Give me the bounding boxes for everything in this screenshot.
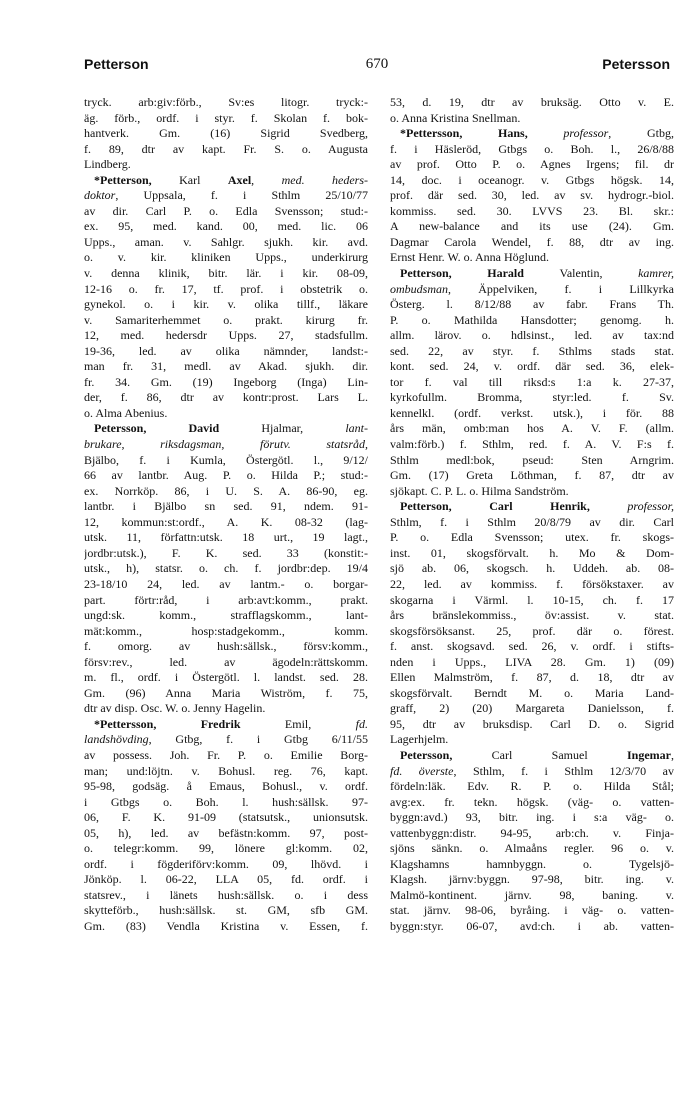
text-segment: mät:komm., hosp:stadgekomm., komm. (84, 623, 368, 638)
text-segment: kennelkl. (ordf. verkst. utsk.), i för. 88 (390, 405, 674, 420)
text-line (84, 266, 368, 282)
text-segment: Petersson, David (94, 421, 262, 436)
text-segment: der, f. 86, dtr av kontr:prost. Lars L. (84, 390, 368, 405)
text-line (84, 406, 368, 422)
text-segment: sjö ab. 06, skogsch. h. Uddeh. ab. 08- (390, 561, 674, 576)
text-segment: Axel (227, 172, 252, 187)
text-segment: 22, led. av kommiss. f. försökstaxer. av (390, 576, 674, 591)
text-segment: Jönköp. l. 06-22, LLA 05, fd. ordf. i (84, 872, 368, 887)
text-line (390, 561, 674, 577)
text-line (84, 810, 368, 826)
text-segment: vattenbyggn:distr. 94-95, arb:ch. v. Finja- (390, 825, 674, 840)
text-segment: hantverk. Gm. (16) Sigrid Svedberg, (84, 126, 368, 141)
text-line (84, 250, 368, 266)
text-line (390, 810, 674, 826)
text-line (390, 111, 674, 127)
text-line (84, 577, 368, 593)
text-line (390, 344, 674, 360)
text-segment: byggn:styr. 06-07, avd:ch. i ab. vatten- (390, 918, 674, 933)
text-segment: , Sthlm, f. i Sthlm 12/3/70 av (453, 763, 674, 778)
text-segment: doktor (84, 188, 116, 203)
text-segment: Petersson, (400, 747, 492, 762)
text-segment: Malmö-kontinent. järnv. 98, baning. v. (390, 887, 674, 902)
text-line (390, 872, 674, 888)
text-line (84, 748, 368, 764)
text-segment: lant- (345, 421, 368, 436)
text-line (390, 624, 674, 640)
text-line (390, 903, 674, 919)
text-segment: f. 89, dtr av kapt. Fr. S. o. Augusta (84, 141, 368, 156)
text-line (84, 375, 368, 391)
text-segment: tryck. arb:giv:förb., Sv:es litogr. tryck:- (84, 95, 368, 109)
text-line (84, 530, 368, 546)
text-line (390, 406, 674, 422)
text-segment: Ellen Malmström, f. 87, d. 18, dtr av (390, 670, 674, 685)
text-line (390, 546, 674, 562)
text-line (84, 344, 368, 360)
text-line (390, 717, 674, 733)
text-segment: Carl Samuel (491, 747, 628, 762)
text-line (84, 204, 368, 220)
text-segment: Valentin, (559, 266, 639, 281)
text-line (390, 235, 674, 251)
text-segment: v. Samariterhemmet o. prakt. kirurg fr. (84, 312, 368, 327)
text-segment: gynekol. o. i kir. v. olika tillf., läkare (84, 297, 368, 312)
text-segment: 95, dtr av bruksdisp. Carl D. o. Sigrid (390, 716, 674, 731)
text-line (84, 313, 368, 329)
text-line (390, 499, 674, 515)
text-segment: landshövding (84, 732, 149, 747)
text-segment: professor (563, 126, 609, 141)
text-segment: Sthlm, f. i Sthlm 20/8/79 av dir. Carl (390, 514, 674, 529)
text-line (84, 484, 368, 500)
text-line (84, 655, 368, 671)
text-line (390, 359, 674, 375)
text-segment: *Petterson, (94, 172, 180, 187)
text-segment: part. förtr:råd, i arb:avt:komm., prakt. (84, 592, 368, 607)
text-line (390, 126, 674, 142)
text-segment: skogarna i Värml. l. 10-15, ch. f. 17 (390, 592, 674, 607)
text-line (84, 701, 368, 717)
text-segment: års bränslekommiss., öv:assist. v. stat. (390, 608, 674, 623)
text-line (390, 204, 674, 220)
text-segment: av dir. Carl P. o. Edla Svensson; stud:- (84, 203, 368, 218)
text-segment: äg. förb., ordf. i styr. f. Skolan f. bok- (84, 110, 368, 125)
text-segment: sjöns sänkn. o. Almaåns regler. 96 o. v. (390, 841, 674, 856)
text-segment: ex. Norrköp. 86, i U. S. A. 86-90, eg. (84, 483, 368, 498)
text-line (390, 795, 674, 811)
text-line (390, 313, 674, 329)
text-line (390, 779, 674, 795)
text-segment: Lindberg. (84, 157, 131, 172)
text-segment: Ingemar (627, 747, 672, 762)
text-segment: Upps., aman. v. Sahlgr. sjukh. kir. avd. (84, 234, 368, 249)
text-line (84, 359, 368, 375)
text-line (84, 546, 368, 562)
text-segment: ombudsman (390, 281, 449, 296)
text-segment: byggn:avd.) 93, bitr. ing. i s:a väg- o. (390, 810, 674, 825)
text-segment: 06, F. K. 91-09 (statsutsk., unionsutsk. (84, 810, 368, 825)
text-line (84, 421, 368, 437)
text-line (390, 608, 674, 624)
text-segment: utsk. 11, författn:utsk. 18 urt., 19 lagt., (84, 530, 368, 545)
text-segment: 14, doc. i oceanogr. v. Gtbgs högsk. 14, (390, 172, 674, 187)
text-line (390, 639, 674, 655)
text-segment: 95-98, godsäg. å Emaus, Bohusl., v. ordf. (84, 779, 368, 794)
text-segment: man; und:löjtn. v. Bohusl. reg. 76, kapt. (84, 763, 368, 778)
text-line (84, 732, 368, 748)
text-line (84, 126, 368, 142)
text-line (84, 468, 368, 484)
text-line (84, 903, 368, 919)
text-line (390, 250, 674, 266)
text-line (84, 142, 368, 158)
text-line (390, 764, 674, 780)
text-segment: kommiss. sed. 30. LVVS 23. Bl. skr.: (390, 203, 674, 218)
text-line (84, 219, 368, 235)
text-segment: ungd:sk. komm., strafflagskomm., lant- (84, 608, 368, 623)
text-segment: o. Alma Abenius. (84, 405, 168, 420)
text-line (84, 919, 368, 935)
text-line (84, 282, 368, 298)
text-line (84, 437, 368, 453)
text-line (84, 608, 368, 624)
text-line (84, 670, 368, 686)
text-line (84, 639, 368, 655)
text-segment: valm:förb.) f. Sthlm, red. f. A. V. F:s f. (390, 437, 674, 452)
text-segment: 12, kommun:st:ordf., A. K. 08-32 (lag- (84, 514, 368, 529)
text-segment: P. o. Mathilda Hansdotter; genomg. h. (390, 312, 674, 327)
text-line (84, 95, 368, 111)
text-line (390, 530, 674, 546)
text-line (390, 266, 674, 282)
text-segment: Hjalmar, (261, 421, 346, 436)
text-segment: brukare, riksdagsman, förutv. statsråd, (84, 437, 368, 452)
text-segment: *Pettersson, Fredrik (94, 716, 285, 731)
text-line (84, 188, 368, 204)
text-segment: skytteförb., hush:sällsk. st. GM, sfb GM. (84, 903, 368, 918)
text-segment: 05, h), led. av befästn:komm. 97, post- (84, 825, 368, 840)
text-line (390, 95, 674, 111)
text-segment: man fr. 31, medl. av Akad. sjukh. dir. (84, 359, 368, 374)
page-header (84, 56, 670, 78)
text-line (84, 826, 368, 842)
text-segment: , Gtbg, (608, 126, 674, 141)
text-segment: 23-18/10 24, led. av lantm.- o. borgar- (84, 576, 368, 591)
text-segment: sed. 22, av styr. f. Sthlms stads stat. (390, 343, 674, 358)
text-line (390, 593, 674, 609)
text-segment: A new-balance and its use (24). Gm. (390, 219, 674, 234)
text-line (390, 282, 674, 298)
text-segment: , (251, 172, 282, 187)
text-line (390, 421, 674, 437)
text-line (390, 468, 674, 484)
text-segment: o. v. kir. kliniken Upps., underkirurg (84, 250, 368, 265)
text-line (390, 515, 674, 531)
text-segment: jordbr:utsk.), F. K. sed. 33 (konstit:- (84, 545, 368, 560)
text-segment: 53, d. 19, dtr av bruksäg. Otto v. E. (390, 95, 674, 109)
text-segment: , Äppelviken, f. i Lillkyrka (448, 281, 674, 296)
text-line (84, 593, 368, 609)
header-left-surname: Petterson (84, 56, 149, 72)
text-line (84, 499, 368, 515)
text-segment: dtr av disp. Osc. W. o. Jenny Hagelin. (84, 701, 266, 716)
text-segment: fr. 34. Gm. (19) Ingeborg (Inga) Lin- (84, 374, 368, 389)
text-segment: fd. överste (390, 763, 454, 778)
text-line (390, 748, 674, 764)
text-segment: graff, 2) (20) Margareta Danielsson, f. (390, 701, 674, 716)
text-line (390, 142, 674, 158)
text-line (84, 624, 368, 640)
text-segment: lantbr. i Bjälbo sn sed. 91, ndem. 91- (84, 499, 368, 514)
text-segment: f. i Häsleröd, Gtbgs o. Boh. l., 26/8/88 (390, 141, 674, 156)
text-line (390, 732, 674, 748)
text-segment: kamrer, (638, 266, 674, 281)
text-segment: *Pettersson, Hans, (400, 126, 564, 141)
text-segment: kyrkofullm. Bromma, styr:led. f. Sv. (390, 390, 674, 405)
text-line (84, 390, 368, 406)
text-line (84, 297, 368, 313)
text-segment: ordf. i fögderiförv:komm. 09, lhövd. i (84, 856, 368, 871)
text-line (84, 111, 368, 127)
text-line (84, 157, 368, 173)
text-line (390, 375, 674, 391)
text-line (390, 157, 674, 173)
text-line (390, 390, 674, 406)
text-line (84, 764, 368, 780)
text-segment: fördeln:läk. Edv. R. P. o. Hilda Stål; (390, 779, 674, 794)
text-line (390, 484, 674, 500)
text-segment: 66 av lantbr. Aug. P. o. Hilda P.; stud:- (84, 468, 368, 483)
text-line (84, 686, 368, 702)
text-line (84, 717, 368, 733)
text-segment: nden i Upps., LIVA 28. Gm. 1) (09) (390, 654, 674, 669)
text-segment: utsk., h), statsr. o. ch. f. jordbr:dep. 19/4 (84, 561, 368, 576)
text-segment: försv:rev., led. av ägodeln:rättskomm. (84, 654, 368, 669)
text-line (390, 328, 674, 344)
text-line (84, 453, 368, 469)
right-column (390, 95, 674, 935)
text-segment: 12-16 o. fr. 17, tf. prof. i obstetrik o. (84, 281, 368, 296)
text-segment: inst. 01, skogsförvalt. h. Mo & Dom- (390, 545, 674, 560)
text-line (390, 173, 674, 189)
page-number: 670 (365, 56, 389, 72)
text-line (390, 453, 674, 469)
text-segment: sjökapt. C. P. L. o. Hilma Sandström. (390, 483, 569, 498)
text-segment: , (671, 747, 674, 762)
text-line (84, 779, 368, 795)
text-line (390, 826, 674, 842)
text-segment: Karl (179, 172, 228, 187)
text-segment: Gm. (96) Anna Maria Wiström, f. 75, (84, 685, 368, 700)
text-segment: Petterson, Carl Henrik, (400, 499, 628, 514)
text-segment: Lagerhjelm. (390, 732, 449, 747)
text-segment: f. omorg. av hush:sällsk., försv:komm., (84, 639, 368, 654)
text-segment: Bjälbo, f. i Kumla, Östergötl. l., 9/12/ (84, 452, 368, 467)
text-line (390, 686, 674, 702)
text-segment: o. telegr:komm. 99, lönere gl:komm. 02, (84, 841, 368, 856)
text-segment: av prof. Otto P. o. Agnes Irgens; fil. dr (390, 157, 674, 172)
text-line (390, 655, 674, 671)
text-segment: ex. 95, med. kand. 00, med. lic. 06 (84, 219, 368, 234)
text-segment: allm. lärov. o. hdlsinst., led. av tax:nd (390, 328, 674, 343)
text-line (390, 857, 674, 873)
text-segment: i Gtbgs o. Boh. l. hush:sällsk. 97- (84, 794, 368, 809)
text-segment: Gm. (17) Greta Löthman, f. 87, dtr av (390, 468, 674, 483)
text-line (84, 795, 368, 811)
text-segment: Klagshamns hamnbyggn. o. Tygelsjö- (390, 856, 674, 871)
text-segment: avg:ex. fr. tekn. högsk. (väg- o. vatten- (390, 794, 674, 809)
text-segment: Gm. (83) Vendla Kristina v. Essen, f. (84, 918, 368, 933)
text-segment: kont. sed. 24, v. ordf. där sed. 36, elek- (390, 359, 674, 374)
text-line (390, 701, 674, 717)
text-segment: , Uppsala, f. i Sthlm 25/10/77 (115, 188, 368, 203)
text-segment: skogsförvalt. Berndt M. o. Maria Land- (390, 685, 674, 700)
text-segment: 12, med. hedersdr Upps. 27, stadsfullm. (84, 328, 368, 343)
text-line (84, 515, 368, 531)
text-segment: 19-36, led. av olika nämnder, landst:- (84, 343, 368, 358)
left-column (84, 95, 368, 935)
text-segment: prof. där sed. 30, led. av sv. hydrogr.-biol. (390, 188, 674, 203)
text-line (84, 888, 368, 904)
text-line (390, 841, 674, 857)
text-segment: Emil, (284, 716, 356, 731)
text-segment: Petterson, Harald (400, 266, 560, 281)
text-segment: fd. (355, 716, 368, 731)
text-line (390, 919, 674, 935)
text-line (390, 437, 674, 453)
text-segment: Sthlm medl:bok, pseud: Sten Arngrim. (390, 452, 674, 467)
text-line (84, 235, 368, 251)
text-segment: , Gtbg, f. i Gtbg 6/11/55 (148, 732, 368, 747)
text-line (390, 888, 674, 904)
text-segment: Österg. l. 8/12/88 av fabr. Frans Th. (390, 297, 674, 312)
text-line (84, 857, 368, 873)
text-segment: v. denna klinik, bitr. lär. i kir. 08-09, (84, 266, 368, 281)
text-segment: statsrev., i länets hush:sällsk. o. i dess (84, 887, 368, 902)
text-segment: o. Anna Kristina Snellman. (390, 110, 521, 125)
text-line (390, 188, 674, 204)
text-segment: skogsförsöksanst. 25, prof. där o. förest. (390, 623, 674, 638)
header-right-surname: Petersson (602, 56, 670, 72)
text-segment: Ernst Henr. W. o. Anna Höglund. (390, 250, 549, 265)
text-line (84, 872, 368, 888)
text-segment: stat. järnv. 98-06, byråing. i väg- o. vatten- (390, 903, 674, 918)
text-segment: tor f. val till riksd:s 1:a k. 27-37, (390, 374, 674, 389)
text-segment: med. heders- (281, 172, 368, 187)
text-line (390, 219, 674, 235)
text-segment: professor, (627, 499, 674, 514)
text-segment: års män, omb:man hos A. V. F. (allm. (390, 421, 674, 436)
text-segment: f. anst. skogsavd. sed. 26, v. ordf. i stifts- (390, 639, 674, 654)
text-line (84, 173, 368, 189)
text-line (84, 561, 368, 577)
text-line (390, 297, 674, 313)
text-line (84, 841, 368, 857)
text-segment: P. o. Edla Svensson; utex. fr. skogs- (390, 530, 674, 545)
text-segment: m. fl., ordf. i Östergötl. l. landst. sed. 28. (84, 670, 368, 685)
text-segment: av possess. Joh. Fr. P. o. Emilie Borg- (84, 747, 368, 762)
text-line (84, 328, 368, 344)
text-segment: Dagmar Carola Wendel, f. 88, dtr av ing. (390, 234, 674, 249)
text-segment: Klagsh. järnv:byggn. 97-98, bitr. ing. v. (390, 872, 674, 887)
text-line (390, 670, 674, 686)
text-line (390, 577, 674, 593)
